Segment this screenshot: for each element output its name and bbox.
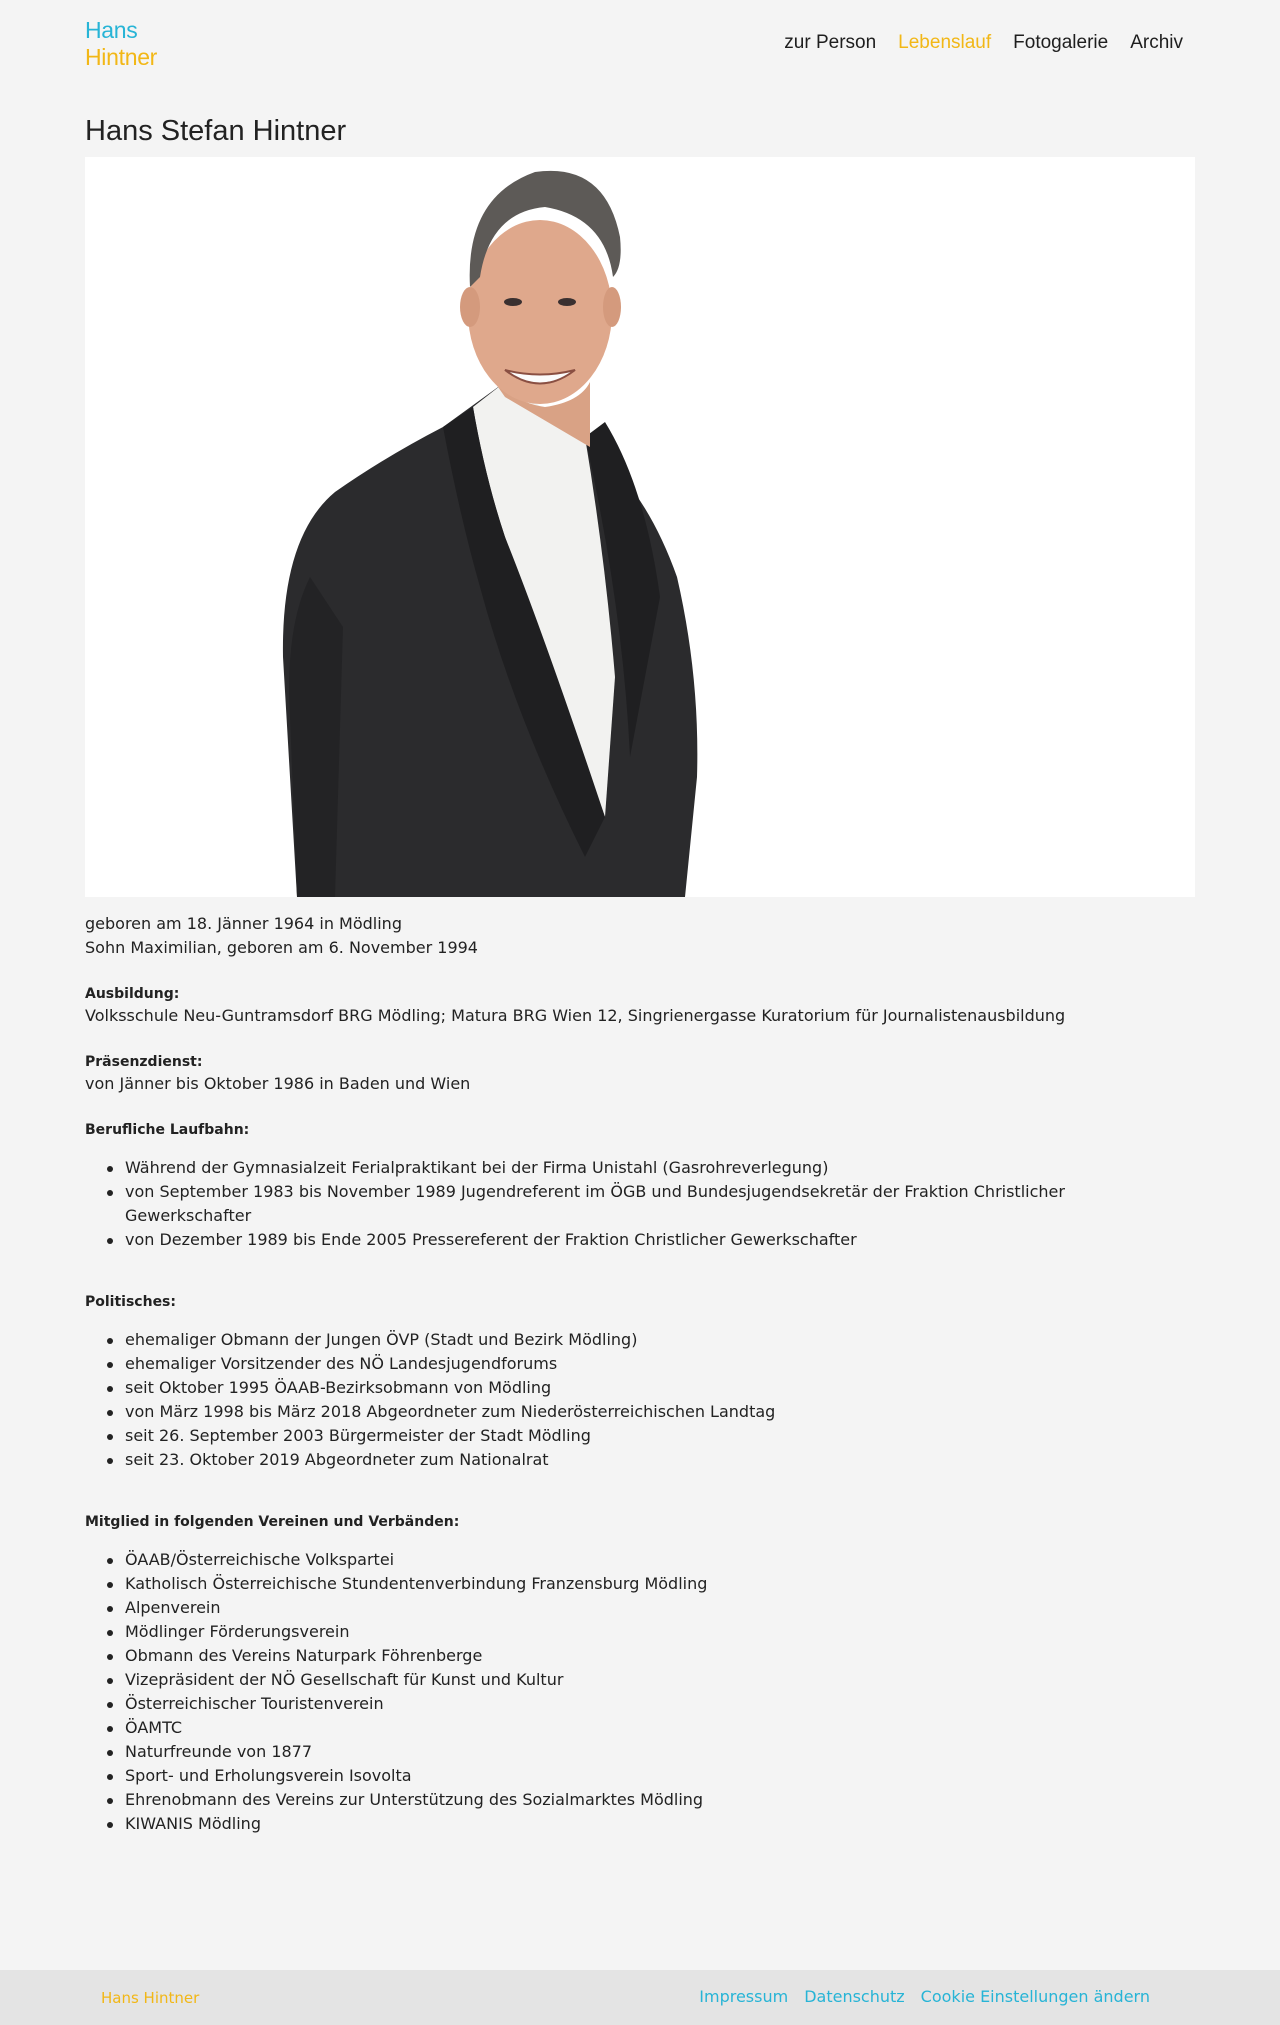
list-item: Sport- und Erholungsverein Isovolta — [125, 1764, 1195, 1788]
list-item: Österreichischer Touristenverein — [125, 1692, 1195, 1716]
logo-line-hintner: Hintner — [85, 44, 158, 70]
site-header — [85, 0, 1195, 90]
ausbildung-heading: Ausbildung: — [85, 986, 180, 1002]
list-item: Katholisch Österreichische Stundentenverbindung Franzensburg Mödling — [125, 1572, 1195, 1596]
page-title: Hans Stefan Hintner — [85, 115, 347, 147]
site-footer — [0, 1970, 1280, 2025]
list-item: seit 23. Oktober 2019 Abgeordneter zum Nationalrat — [125, 1448, 1195, 1472]
praesenzdienst-heading: Präsenzdienst: — [85, 1054, 203, 1070]
site-logo[interactable] — [85, 17, 157, 71]
list-item: Naturfreunde von 1877 — [125, 1740, 1195, 1764]
biography-content — [85, 912, 1195, 1836]
nav-fotogalerie[interactable]: Fotogalerie — [1013, 32, 1109, 53]
footer-links — [683, 1987, 1150, 2007]
son-info: Sohn Maximilian, geboren am 6. November 1994 — [85, 938, 478, 957]
vereine-heading: Mitglied in folgenden Vereinen und Verbänden: — [85, 1514, 460, 1530]
list-item: ÖAAB/Österreichische Volkspartei — [125, 1548, 1195, 1572]
ausbildung-text: Volksschule Neu-Guntramsdorf BRG Mödling; Matura BRG Wien 12, Singrienergasse Kuratorium für Journalistenausbildung — [85, 1006, 1066, 1025]
list-item: Alpenverein — [125, 1596, 1195, 1620]
politisches-list — [85, 1328, 1195, 1472]
list-item: von März 1998 bis März 2018 Abgeordneter zum Niederösterreichischen Landtag — [125, 1400, 1195, 1424]
list-item: Vizepräsident der NÖ Gesellschaft für Kunst und Kultur — [125, 1668, 1195, 1692]
list-item: von Dezember 1989 bis Ende 2005 Pressereferent der Fraktion Christlicher Gewerkschafter — [125, 1228, 1195, 1252]
footer-cookie-settings-link[interactable]: Cookie Einstellungen ändern — [920, 1987, 1150, 2006]
list-item: ehemaliger Vorsitzender des NÖ Landesjugendforums — [125, 1352, 1195, 1376]
list-item: KIWANIS Mödling — [125, 1812, 1195, 1836]
birth-info: geboren am 18. Jänner 1964 in Mödling — [85, 914, 402, 933]
portrait-illustration — [85, 157, 1195, 897]
footer-brand-link[interactable]: Hans Hintner — [101, 1989, 200, 2007]
politisches-heading: Politisches: — [85, 1294, 176, 1310]
list-item: Obmann des Vereins Naturpark Föhrenberge — [125, 1644, 1195, 1668]
nav-lebenslauf[interactable]: Lebenslauf — [898, 32, 992, 53]
nav-archiv[interactable]: Archiv — [1130, 32, 1183, 53]
main-nav — [762, 31, 1183, 55]
laufbahn-list — [85, 1156, 1195, 1252]
list-item: Mödlinger Förderungsverein — [125, 1620, 1195, 1644]
list-item: ÖAMTC — [125, 1716, 1195, 1740]
vereine-list — [85, 1548, 1195, 1836]
footer-impressum-link[interactable]: Impressum — [699, 1987, 789, 2006]
list-item: ehemaliger Obmann der Jungen ÖVP (Stadt und Bezirk Mödling) — [125, 1328, 1195, 1352]
laufbahn-heading: Berufliche Laufbahn: — [85, 1122, 250, 1138]
list-item: Ehrenobmann des Vereins zur Unterstützung des Sozialmarktes Mödling — [125, 1788, 1195, 1812]
footer-datenschutz-link[interactable]: Datenschutz — [804, 1987, 905, 2006]
list-item: seit 26. September 2003 Bürgermeister der Stadt Mödling — [125, 1424, 1195, 1448]
praesenzdienst-text: von Jänner bis Oktober 1986 in Baden und Wien — [85, 1074, 471, 1093]
list-item: von September 1983 bis November 1989 Jugendreferent im ÖGB und Bundesjugendsekretär der Fraktion Christlicher Gewerkschafter — [125, 1180, 1195, 1228]
nav-zur-person[interactable]: zur Person — [784, 32, 877, 53]
portrait-photo — [85, 157, 1195, 897]
list-item: Während der Gymnasialzeit Ferialpraktikant bei der Firma Unistahl (Gasrohreverlegung) — [125, 1156, 1195, 1180]
logo-line-hans: Hans — [85, 17, 138, 43]
list-item: seit Oktober 1995 ÖAAB-Bezirksobmann von Mödling — [125, 1376, 1195, 1400]
